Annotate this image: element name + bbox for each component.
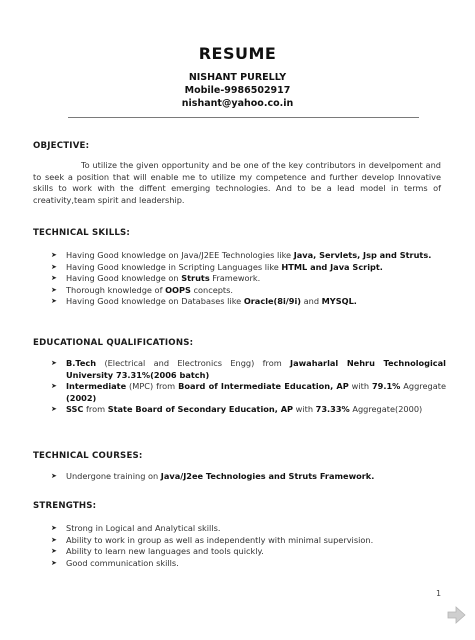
objective-text [33, 160, 441, 206]
bullet-arrow-icon: ➤ [51, 472, 57, 480]
page-title: RESUME [198, 44, 277, 63]
bullet-arrow-icon: ➤ [51, 524, 57, 532]
bullet-arrow-icon: ➤ [51, 405, 57, 413]
bullet-arrow-icon: ➤ [51, 297, 57, 305]
list-item: ➤ Intermediate (MPC) from Board of Intermediate Education, AP with 79.1% Aggregate (2002) [51, 381, 446, 403]
bullet-arrow-icon: ➤ [51, 547, 57, 555]
bullet-arrow-icon: ➤ [51, 359, 57, 367]
education-heading: EDUCATIONAL QUALIFICATIONS: [33, 338, 194, 348]
objective-heading: OBJECTIVE: [33, 141, 90, 151]
education-list [51, 358, 446, 416]
next-page-arrow-icon[interactable] [445, 604, 467, 626]
header-divider [68, 117, 419, 118]
bullet-arrow-icon: ➤ [51, 285, 57, 294]
list-item: ➤ Ability to learn new languages and tools quickly. [51, 546, 264, 556]
strengths-list [51, 523, 446, 569]
technical-courses-heading: TECHNICAL COURSES: [33, 451, 143, 461]
bullet-arrow-icon: ➤ [51, 251, 57, 259]
candidate-mobile: Mobile-9986502917 [184, 85, 291, 96]
bullet-arrow-icon: ➤ [51, 535, 57, 544]
list-item: ➤ Thorough knowledge of OOPS concepts. [51, 284, 234, 295]
list-item: ➤ Having Good knowledge on Java/J2EE Technologies like Java, Servlets, Jsp and Struts. [51, 250, 432, 260]
list-item: ➤ Good communication skills. [51, 557, 179, 568]
list-item: ➤ Having Good knowledge on Struts Framework. [51, 273, 261, 283]
bullet-arrow-icon: ➤ [51, 558, 57, 567]
list-item: ➤ B.Tech (Electrical and Electronics Engg) from Jawaharlal Nehru Technological University 73.31%(2006 batch) [51, 358, 446, 380]
objective-body: To utilize the given opportunity and be one of the key contributors in develpoment and to seek a position that will enable me to utilize my competence and further develop Innovative skills to work with the diffent emerging technologies. And to be a lead model in terms of creativity,team spirit and leadership. [33, 160, 441, 205]
strengths-heading: STRENGTHS: [33, 501, 97, 511]
list-item: ➤ SSC from State Board of Secondary Education, AP with 73.33% Aggregate(2000) [51, 404, 423, 414]
page-number: 1 [436, 589, 442, 598]
candidate-name: NISHANT PURELLY [188, 72, 287, 83]
list-item: ➤ Undergone training on Java/J2ee Technologies and Struts Framework. [51, 471, 375, 481]
list-item: ➤ Ability to work in group as well as independently with minimal supervision. [51, 534, 374, 545]
candidate-email: nishant@yahoo.co.in [181, 98, 294, 109]
list-item: ➤ Having Good knowledge in Scripting Languages like HTML and Java Script. [51, 261, 383, 272]
technical-skills-list [51, 250, 446, 308]
technical-courses-list [51, 471, 446, 483]
list-item: ➤ Having Good knowledge on Databases like Oracle(8i/9i) and MYSQL. [51, 296, 357, 306]
list-item: ➤ Strong in Logical and Analytical skills. [51, 523, 221, 533]
technical-skills-heading: TECHNICAL SKILLS: [33, 228, 131, 238]
bullet-arrow-icon: ➤ [51, 274, 57, 282]
bullet-arrow-icon: ➤ [51, 382, 57, 390]
bullet-arrow-icon: ➤ [51, 262, 57, 271]
